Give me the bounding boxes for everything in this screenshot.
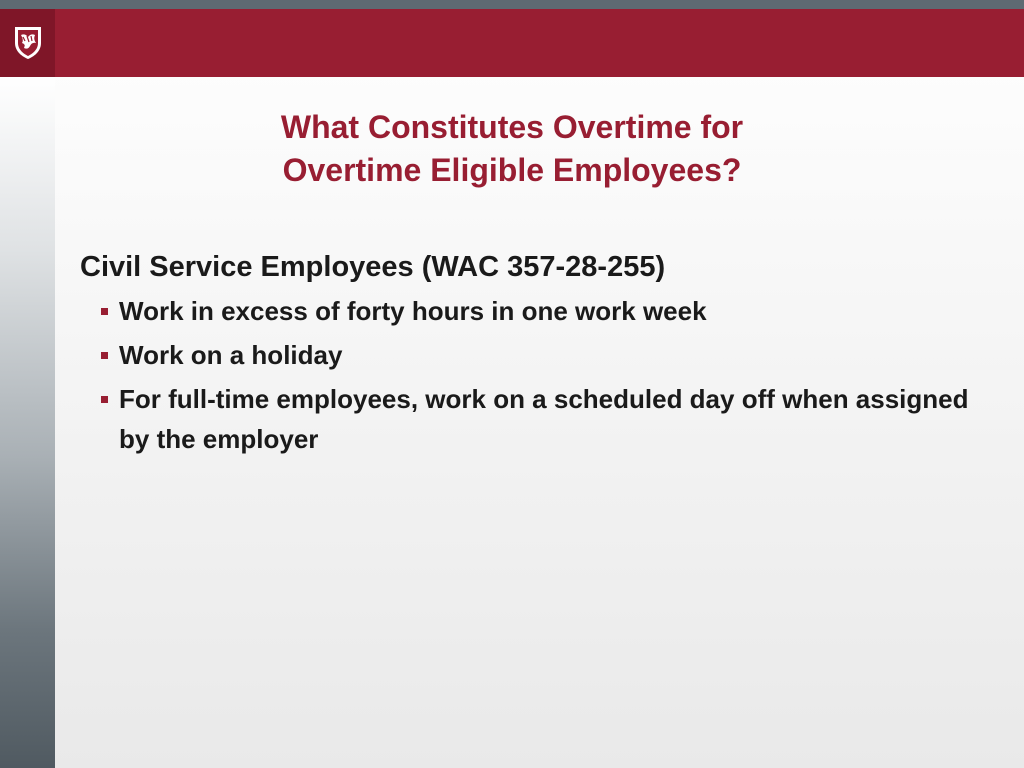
bullet-list <box>80 291 980 459</box>
bullet-text: For full-time employees, work on a scheduled day off when assigned by the employer <box>119 384 969 454</box>
bullet-item <box>100 291 980 331</box>
bullet-text: Work on a holiday <box>119 340 343 370</box>
slide-title <box>55 106 969 192</box>
bullet-item <box>100 335 980 375</box>
bullet-text: Work in excess of forty hours in one work week <box>119 296 707 326</box>
header-bar <box>0 9 1024 77</box>
square-bullet-icon <box>101 396 108 403</box>
title-line-1: What Constitutes Overtime for <box>280 109 744 145</box>
title-line-2: Overtime Eligible Employees? <box>282 152 742 188</box>
cougar-shield-logo-icon <box>13 25 43 61</box>
slide-content <box>80 247 980 463</box>
top-strip <box>0 0 1024 9</box>
bullet-item <box>100 379 980 459</box>
square-bullet-icon <box>101 352 108 359</box>
left-rail <box>0 77 55 768</box>
section-heading: Civil Service Employees (WAC 357-28-255) <box>80 251 666 283</box>
square-bullet-icon <box>101 308 108 315</box>
logo-block <box>0 9 55 77</box>
